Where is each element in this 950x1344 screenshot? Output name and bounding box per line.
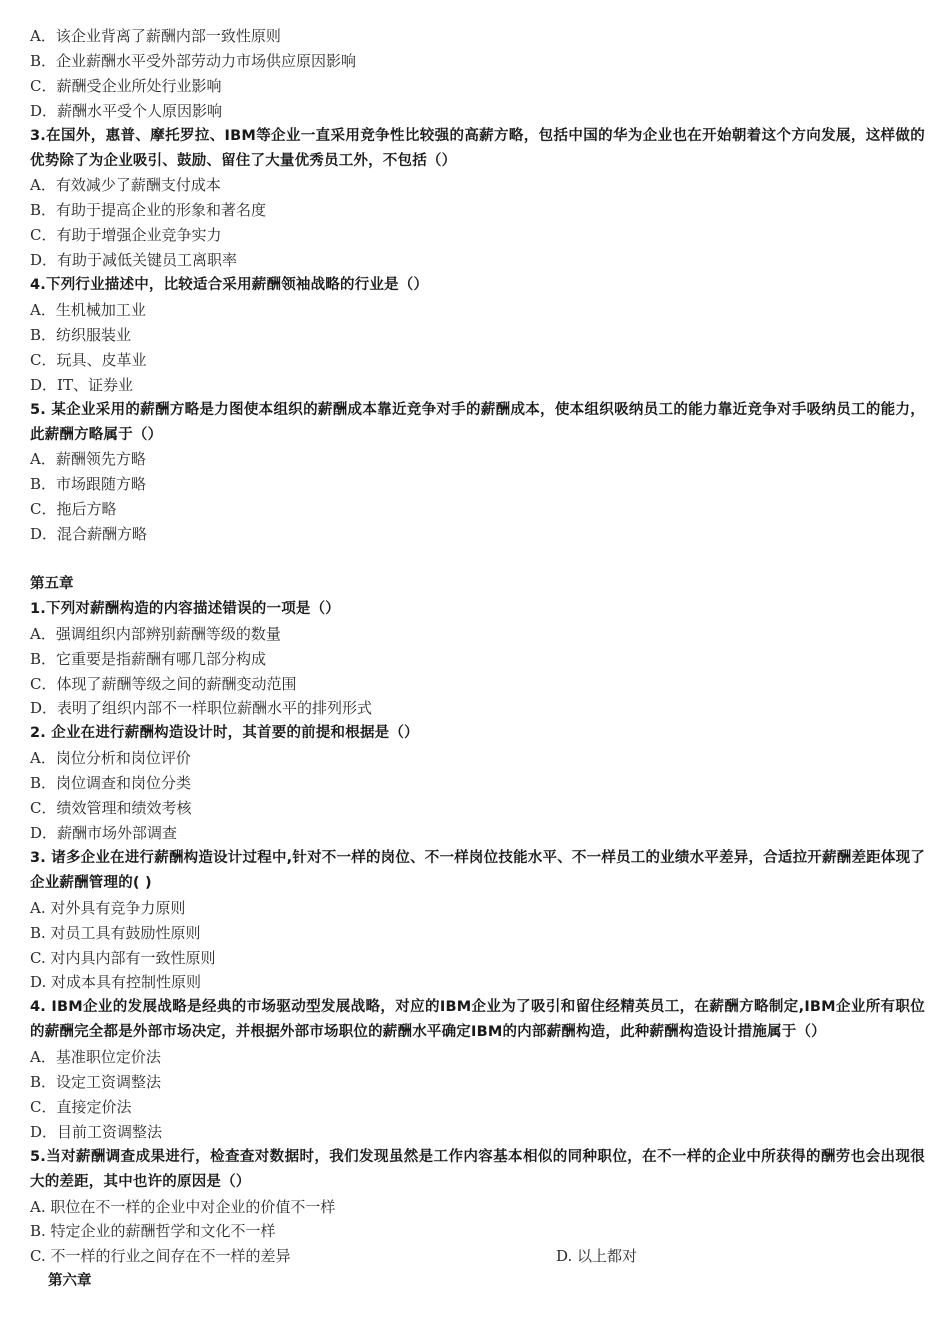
question-text: 5.当对薪酬调查成果进行，检查查对数据时，我们发现虽然是工作内容基本相似的同种职位，在不一样的企业中所获得的酬劳也会出现很大的差距，其中也许的原因是（） <box>30 1148 925 1190</box>
question-text: 2. 企业在进行薪酬构造设计时，其首要的前提和根据是（） <box>30 725 419 742</box>
blank-line <box>30 547 925 572</box>
answer-option: D．IT、证券业 <box>30 375 133 394</box>
answer-option: C. 不一样的行业之间存在不一样的差异 <box>30 1247 291 1266</box>
answer-option: D．混合薪酬方略 <box>30 525 148 544</box>
answer-option: C．拖后方略 <box>30 500 117 519</box>
answer-option: D．薪酬水平受个人原因影响 <box>30 101 223 120</box>
answer-option: D．目前工资调整法 <box>30 1122 163 1141</box>
answer-option: C. 对内具内部有一致性原则 <box>30 948 216 967</box>
document-body <box>30 24 925 1294</box>
answer-option: D. 对成本具有控制性原则 <box>30 973 202 992</box>
answer-option: C．直接定价法 <box>30 1097 132 1116</box>
answer-option: B．市场跟随方略 <box>30 475 147 494</box>
question-text: 4. IBM企业的发展战略是经典的市场驱动型发展战略，对应的IBM企业为了吸引和留住经精英员工，在薪酬方略制定,IBM企业所有职位的薪酬完全都是外部市场决定，并根据外部市场职位的薪酬水平确定IBM的内部薪酬构造，此种薪酬构造设计措施属于（） <box>30 999 925 1041</box>
question-text: 3.在国外，惠普、摩托罗拉、IBM等企业一直采用竞争性比较强的高薪方略，包括中国的华为企业也在开始朝着这个方向发展，这样做的优势除了为企业吸引、鼓励、留住了大量优秀员工外，不包括（） <box>30 127 925 169</box>
answer-option: B. 对员工具有鼓励性原则 <box>30 923 201 942</box>
answer-option: B．纺织服装业 <box>30 325 132 344</box>
answer-option-row <box>30 1244 925 1269</box>
answer-option: A. 职位在不一样的企业中对企业的价值不一样 <box>30 1197 336 1216</box>
answer-option: B．它重要是指薪酬有哪几部分构成 <box>30 649 267 668</box>
question-text: 4.下列行业描述中，比较适合采用薪酬领袖战略的行业是（） <box>30 277 429 294</box>
chapter-heading: 第六章 <box>48 1273 92 1290</box>
answer-option: A．有效减少了薪酬支付成本 <box>30 176 221 195</box>
answer-option: C．绩效管理和绩效考核 <box>30 799 192 818</box>
answer-option: C．体现了薪酬等级之间的薪酬变动范围 <box>30 674 297 693</box>
answer-option: A．生机械加工业 <box>30 300 146 319</box>
answer-option: C．薪酬受企业所处行业影响 <box>30 76 222 95</box>
chapter-heading: 第五章 <box>30 575 74 592</box>
answer-option: D．薪酬市场外部调查 <box>30 823 178 842</box>
answer-option: A. 对外具有竞争力原则 <box>30 898 186 917</box>
answer-option: A．薪酬领先方略 <box>30 450 146 469</box>
question-text: 1.下列对薪酬构造的内容描述错误的一项是（） <box>30 600 340 617</box>
answer-option: A．基准职位定价法 <box>30 1048 161 1067</box>
answer-option: B．企业薪酬水平受外部劳动力市场供应原因影响 <box>30 51 357 70</box>
answer-option: A．该企业背离了薪酬内部一致性原则 <box>30 27 281 45</box>
answer-option: D．有助于减低关键员工离职率 <box>30 251 238 270</box>
answer-option: A．岗位分析和岗位评价 <box>30 749 191 768</box>
question-text: 5. 某企业采用的薪酬方略是力图使本组织的薪酬成本靠近竞争对手的薪酬成本，使本组织吸纳员工的能力靠近竞争对手吸纳员工的能力，此薪酬方略属于（） <box>30 401 925 443</box>
answer-option: B．设定工资调整法 <box>30 1073 162 1092</box>
answer-option: A．强调组织内部辨别薪酬等级的数量 <box>30 624 281 643</box>
answer-option: D．表明了组织内部不一样职位薪酬水平的排列形式 <box>30 699 373 718</box>
answer-option: C．有助于增强企业竞争实力 <box>30 226 222 245</box>
answer-option: B. 特定企业的薪酬哲学和文化不一样 <box>30 1222 276 1241</box>
answer-option: C．玩具、皮革业 <box>30 350 147 369</box>
answer-option: B．有助于提高企业的形象和著名度 <box>30 201 267 220</box>
answer-option: D. 以上都对 <box>556 1247 638 1266</box>
answer-option: B．岗位调查和岗位分类 <box>30 774 192 793</box>
question-text: 3. 诸多企业在进行薪酬构造设计过程中,针对不一样的岗位、不一样岗位技能水平、不一样员工的业绩水平差异，合适拉开薪酬差距体现了企业薪酬管理的( ) <box>30 849 925 891</box>
